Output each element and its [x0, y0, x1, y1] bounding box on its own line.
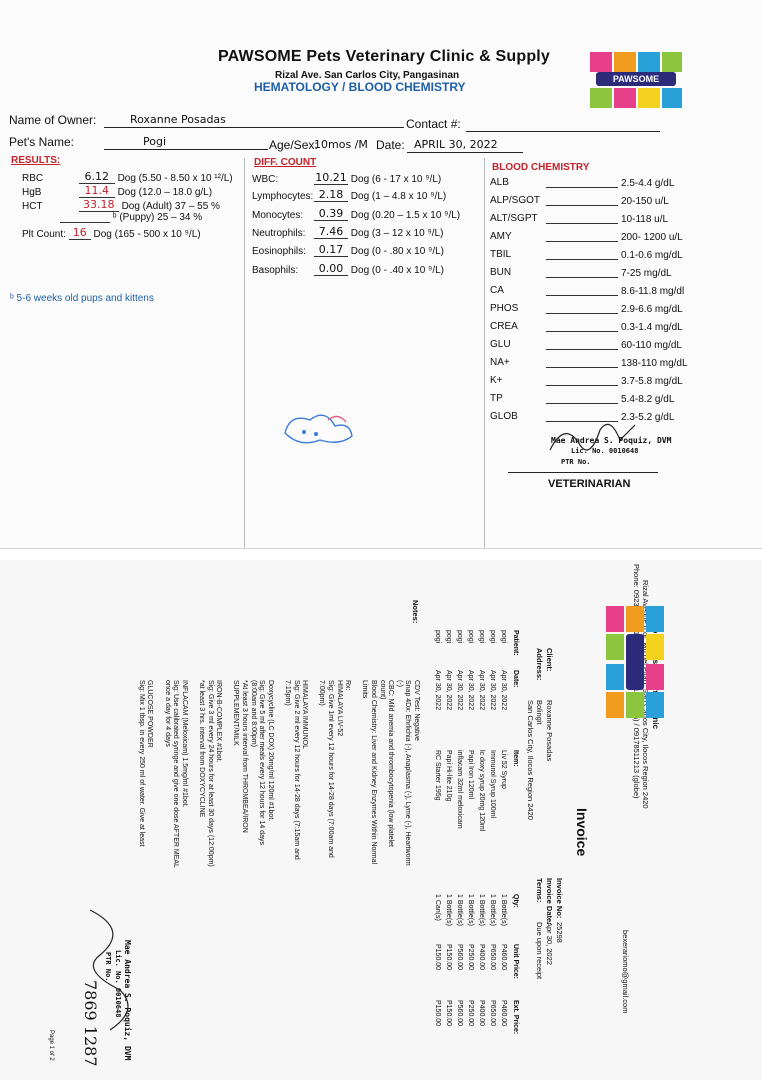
diff-row	[252, 262, 444, 276]
inv-note-line: 7:15pm)	[284, 680, 291, 706]
inv-note-line: Sig: Give 1ml every 12 hours for 14-28 days (7:00am and	[327, 680, 334, 858]
contact-label: Contact #:	[406, 117, 461, 131]
clinic-address: Rizal Ave. San Carlos City, Pangasinan	[275, 70, 460, 81]
diff-ref: Dog (1 – 4.8 x 10 ⁹/L)	[350, 191, 447, 202]
chem-range: 60-110 mg/dL	[621, 340, 682, 351]
inv-terms-label: Terms:	[535, 878, 544, 903]
hct-row	[22, 198, 220, 212]
plt-name: Plt Count:	[22, 229, 66, 240]
inv-item-patient: pogi	[467, 630, 474, 644]
inv-item-date: Apr 30, 2022	[467, 670, 474, 711]
chem-range: 0.3-1.4 mg/dL	[621, 322, 683, 333]
date-value: APRIL 30, 2022	[414, 138, 498, 151]
chem-range: 10-118 u/L	[621, 214, 669, 225]
inv-note-line: SUPPLEMENT/MILK	[232, 680, 240, 746]
chem-name: BUN	[490, 267, 512, 278]
inv-item-ext: P400.00	[478, 1000, 485, 1027]
inv-note-line: Snap 4Dx: Ehrlichia (-), Anaplasma (-), Lyme (-), Heartworm	[404, 680, 412, 866]
inv-note-line: *at least 3 hrs. interval from DOXYCYCLINE	[198, 680, 205, 818]
inv-item-unit: P150.00	[434, 944, 441, 971]
diff-ref: Dog (0.20 – 1.5 x 10 ⁹/L)	[350, 210, 461, 221]
inv-address-value2: San Carlos City, Ilocos Region 2420	[526, 700, 535, 820]
diff-value: 0.17	[314, 243, 348, 257]
diff-row	[252, 171, 441, 185]
owner-label: Name of Owner:	[9, 113, 97, 127]
chem-blank	[546, 186, 618, 188]
pawsome-logo	[590, 52, 682, 110]
inv-item-unit: P150.00	[445, 944, 452, 971]
inv-item-patient: pogi	[500, 630, 507, 644]
chem-name: CA	[490, 285, 504, 296]
inv-item-qty: 1 Bottle(s)	[445, 894, 452, 926]
inv-note-line: Doxycycline (LC DOX) 20mg/ml 120ml #1bot.	[266, 680, 274, 822]
date-label: Date:	[376, 138, 405, 152]
inv-item-ext: P250.00	[467, 1000, 474, 1027]
diff-name: Basophils:	[252, 265, 299, 276]
chem-range: 2.3-5.2 g/dL	[621, 412, 675, 423]
diff-ref: Dog (0 - .80 x 10 ⁹/L)	[350, 246, 444, 257]
hgb-value: 11.4	[79, 184, 115, 198]
inv-item-date: Apr 30, 2022	[478, 670, 485, 711]
logo-text: PAWSOME	[596, 72, 676, 86]
diff-name: Monocytes:	[252, 210, 304, 221]
diff-value: 10.21	[315, 171, 347, 184]
inv-item-patient: pogi	[489, 630, 496, 644]
diff-name: Neutrophils:	[252, 228, 306, 239]
contact-line	[466, 117, 660, 132]
inv-item-unit: P460.00	[500, 944, 507, 971]
chem-range: 20-150 u/L	[621, 196, 669, 207]
inv-note-line: CDV Test: Negative	[413, 680, 420, 741]
hct-puppy-row	[60, 212, 202, 223]
chem-range: 8.6-11.8 mg/dl	[621, 286, 685, 297]
hgb-name: HgB	[22, 187, 42, 198]
invoice-logo	[606, 606, 664, 718]
chem-range: 3.7-5.8 mg/dL	[621, 376, 683, 387]
inv-item-date: Apr 30, 2022	[489, 670, 496, 711]
owner-value: Roxanne Posadas	[130, 113, 226, 126]
inv-note-line: once a day for 4 days	[163, 680, 171, 747]
inv-page: Page 1 of 2	[48, 1030, 54, 1061]
inv-item-ext: P460.00	[500, 1000, 507, 1027]
inv-note-line: Limits	[361, 680, 369, 699]
inv-sign-ptr-value: 7869 1287	[81, 980, 100, 1067]
inv-signature-scribble-icon	[70, 900, 140, 1050]
diff-row	[252, 207, 460, 221]
diff-name: WBC:	[252, 174, 279, 185]
inv-client-label: Client:	[545, 648, 554, 672]
chem-name: K+	[490, 375, 503, 386]
chem-blank	[546, 294, 618, 296]
plt-row	[22, 226, 201, 240]
inv-header-patient: Patient:	[512, 630, 519, 656]
inv-note-line: GLUCOSE POWDER	[146, 680, 154, 748]
clinic-name: PAWSOME Pets Veterinary Clinic & Supply	[218, 48, 551, 65]
hct-name: HCT	[22, 201, 43, 212]
plt-ref: Dog (165 - 500 x 10 ⁹/L)	[93, 229, 201, 240]
inv-sign-name: Mae Andrea S. Poquiz, DVM	[123, 940, 132, 1061]
chem-range: 5.4-8.2 g/dL	[621, 394, 675, 405]
diff-name: Eosinophils:	[252, 246, 306, 257]
inv-no-label: Invoice No:	[555, 878, 564, 919]
inv-date-label: Invoice Date:	[545, 878, 554, 925]
inv-terms-value: Due upon receipt	[535, 922, 544, 980]
rbc-value: 6.12	[79, 170, 115, 184]
inv-address-label: Address:	[535, 648, 544, 681]
inv-item-qty: 1 Bottle(s)	[500, 894, 507, 926]
inv-item-ext: P650.00	[489, 1000, 496, 1027]
diff-value: 0.00	[314, 262, 348, 276]
chem-blank	[546, 384, 618, 386]
chem-blank	[546, 240, 618, 242]
sign-name: Mae Andrea S. Poquiz, DVM	[551, 436, 672, 445]
chem-blank	[546, 258, 618, 260]
hgb-row	[22, 184, 212, 198]
inv-note-line: CBC: Mild anemia and thrombocytopenia (low platelet	[387, 680, 395, 847]
inv-item-item: Papi Hi-lite 210g	[445, 750, 452, 802]
rbc-name: RBC	[22, 173, 44, 184]
hct-puppy-blank	[60, 222, 110, 223]
inv-item-patient: pogi	[478, 630, 485, 644]
inv-item-item: lc doxy syrup 20mg 120ml	[478, 750, 485, 832]
inv-note-line: Sig: Give 5 ml after meals every 12 hours for 14 days	[258, 680, 266, 845]
inv-item-date: Apr 30, 2022	[445, 670, 452, 711]
inv-item-qty: 1 Bottle(s)	[478, 894, 485, 926]
rbc-ref: Dog (5.50 - 8.50 x 10 ¹²/L)	[117, 173, 233, 184]
chem-name: NA+	[490, 357, 510, 368]
inv-header-ext: Ext. Price:	[512, 1000, 519, 1035]
diff-row	[252, 225, 443, 239]
pet-label: Pet's Name:	[9, 135, 74, 149]
chem-range: 2.5-4.4 g/dL	[621, 178, 675, 189]
inv-item-patient: pogi	[445, 630, 452, 644]
chem-range: 138-110 mg/dL	[621, 358, 688, 369]
inv-note-line: IRON-B-COMPLEX #1bot.	[215, 680, 223, 763]
chem-blank	[546, 312, 618, 314]
chem-blank	[546, 222, 618, 224]
sign-role: VETERINARIAN	[548, 478, 631, 490]
inv-note-line: 7:00pm)	[318, 680, 326, 706]
chem-range: 7-25 mg/dL	[621, 268, 672, 279]
inv-item-qty: 1 Bottle(s)	[456, 894, 463, 926]
inv-note-line: Sig: Give 2 ml every 12 hours for 14-28 days (7:15am and	[292, 680, 300, 860]
pet-line	[104, 135, 268, 150]
chem-name: ALP/SGOT	[490, 195, 541, 206]
chem-name: GLU	[490, 339, 511, 350]
inv-item-item: Papi Iron 120ml	[467, 750, 474, 800]
inv-item-qty: 1 Bottle(s)	[489, 894, 496, 926]
chem-name: TBIL	[490, 249, 512, 260]
inv-note-line: HIMALAYA IMMUNOL	[301, 680, 309, 749]
inv-note-line: Sig: Mix 1 tbsp. in every 250 ml of water. Give at least	[137, 680, 145, 847]
chem-name: AMY	[490, 231, 512, 242]
inv-address-value1: Bolingit	[535, 700, 544, 725]
inv-item-ext: P150.00	[445, 1000, 452, 1027]
chem-name: PHOS	[490, 303, 519, 314]
diff-title: DIFF. COUNT	[254, 157, 317, 168]
diff-value: 7.46	[314, 225, 348, 239]
inv-item-unit: P560.00	[456, 944, 463, 971]
chem-name: ALB	[490, 177, 509, 188]
inv-notes-label: Notes:	[411, 600, 420, 624]
results-title: RESULTS:	[11, 155, 61, 166]
pet-value: Pogi	[143, 135, 167, 148]
age-label: Age/Sex:	[269, 138, 318, 152]
hct-puppy-ref: ᵇ (Puppy) 25 – 34 %	[112, 212, 203, 223]
column-divider-1	[244, 158, 245, 548]
inv-header-unit: Unit Price:	[512, 944, 519, 980]
inv-item-qty: 1 Can(s)	[434, 894, 441, 921]
diff-ref: Dog (0 - .40 x 10 ⁹/L)	[350, 265, 444, 276]
chem-name: TP	[490, 393, 503, 404]
hct-ref: Dog (Adult) 37 – 55 %	[121, 201, 220, 212]
diff-row	[252, 243, 444, 257]
inv-item-date: Apr 30, 2022	[434, 670, 441, 711]
inv-item-item: Immunol Syrup 100ml	[489, 750, 496, 819]
invoice-rotated	[40, 560, 660, 1076]
chem-blank	[546, 204, 618, 206]
inv-sign-lic: Lic. No. 0010648	[114, 950, 122, 1018]
inv-item-item: inflacam 32ml meloxicam	[456, 750, 463, 829]
sign-line	[508, 472, 658, 473]
inv-item-patient: pogi	[456, 630, 463, 644]
chem-blank	[546, 402, 618, 404]
inv-item-unit: P400.00	[478, 944, 485, 971]
diff-row	[252, 188, 446, 202]
inv-note-line: HIMALAYA LIV-52	[335, 680, 343, 737]
inv-note-line: INFLACAM (Meloxicam) 1.5mg/ml #1bot.	[180, 680, 188, 808]
paw-stamp-icon	[280, 408, 360, 448]
inv-note-line: Blood Chemistry: Liver and Kidney Enzymes Within Normal	[370, 680, 377, 865]
chem-name: CREA	[490, 321, 518, 332]
chem-range: 0.1-0.6 mg/dL	[621, 250, 683, 261]
inv-item-item: Liv 52 Syrup	[500, 750, 507, 789]
diff-name: Lymphocytes:	[252, 191, 314, 202]
inv-item-date: Apr 30, 2022	[456, 670, 463, 711]
inv-note-line: count)	[378, 680, 386, 700]
chem-blank	[546, 348, 618, 350]
inv-item-qty: 1 Bottle(s)	[467, 894, 474, 926]
chem-name: ALT/SGPT	[490, 213, 538, 224]
inv-note-line: (8:00am and 8:00pm)	[249, 680, 257, 747]
sign-ptr: PTR No.	[561, 458, 591, 466]
inv-client-value: Roxanne Posadas	[545, 700, 554, 762]
diff-ref: Dog (3 – 12 x 10 ⁹/L)	[350, 228, 444, 239]
hgb-ref: Dog (12.0 – 18.0 g/L)	[117, 187, 213, 198]
inv-header-qty: Qty:	[512, 894, 519, 908]
age-value: 10mos /M	[314, 138, 368, 151]
inv-item-patient: pogi	[434, 630, 441, 644]
chem-blank	[546, 330, 618, 332]
chem-name: GLOB	[490, 411, 518, 422]
inv-sign-ptr: PTR No.	[104, 952, 112, 982]
inv-item-date: Apr 30, 2022	[500, 670, 507, 711]
inv-clinic-address: Rizal City, Ilocos Region 2420	[641, 580, 650, 809]
plt-value: 16	[69, 226, 91, 240]
inv-note-line: Rx:	[344, 680, 352, 691]
form-title: HEMATOLOGY / BLOOD CHEMISTRY	[254, 80, 466, 94]
inv-note-line: (-)	[395, 680, 403, 687]
inv-header-item: Item:	[512, 750, 519, 767]
column-divider-2	[484, 158, 485, 548]
inv-clinic-email: bexerariomo@gmail.com	[621, 930, 630, 1014]
chem-range: 200- 1200 u/L	[621, 232, 683, 243]
chem-range: 2.9-6.6 mg/dL	[621, 304, 683, 315]
inv-note-line: *At least 3 hours interval from THROMBEA/IRON	[241, 680, 248, 833]
results-footnote: ᵇ 5-6 weeks old pups and kittens	[10, 293, 154, 304]
chem-title: BLOOD CHEMISTRY	[492, 162, 590, 173]
inv-note-line: Sig: Use calibrated syringe and give one dose AFTER MEAL	[172, 680, 180, 868]
diff-value: 2.18	[314, 188, 348, 202]
inv-date-value: Apr 30, 2022	[545, 922, 554, 965]
inv-item-item: RC Starter 195g	[434, 750, 441, 801]
hct-value: 33.18	[79, 198, 119, 212]
inv-no-value: 25298	[555, 922, 564, 943]
inv-header-date: Date:	[512, 670, 519, 688]
inv-item-ext: P560.00	[456, 1000, 463, 1027]
chem-blank	[546, 366, 618, 368]
inv-item-unit: P650.00	[489, 944, 496, 971]
sign-lic: Lic. No. 0010648	[571, 447, 639, 455]
inv-note-line: Sig: Give 3 ml every 24 hours for at least 30 days (12:00pm)	[206, 680, 214, 867]
diff-ref: Dog (6 - 17 x 10 ⁹/L)	[350, 174, 442, 185]
rbc-row	[22, 170, 233, 184]
inv-title: Invoice	[574, 808, 590, 857]
diff-value: 0.39	[314, 207, 348, 221]
inv-item-ext: P150.00	[434, 1000, 441, 1027]
inv-item-unit: P250.00	[467, 944, 474, 971]
chem-blank	[546, 276, 618, 278]
